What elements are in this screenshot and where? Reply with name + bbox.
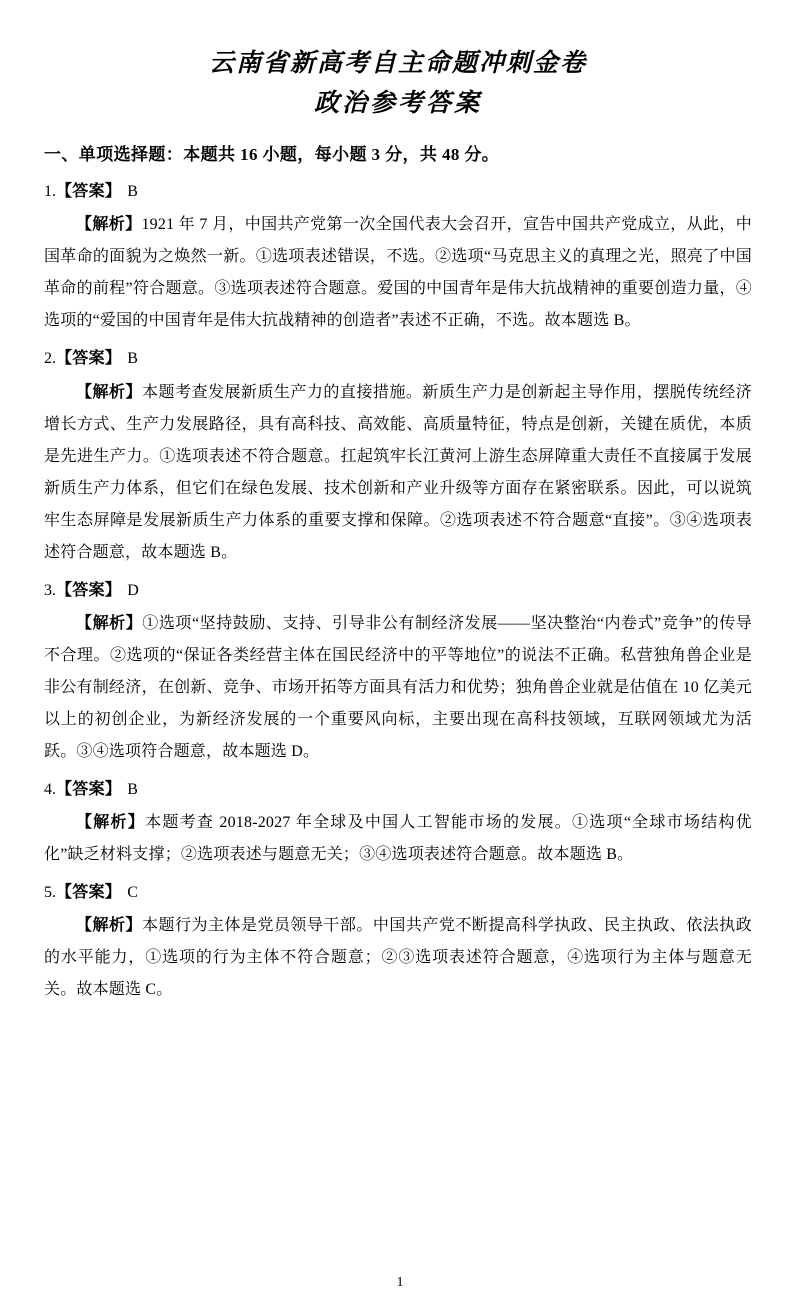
page-title: 云南省新高考自主命题冲刺金卷	[208, 48, 587, 77]
answer-line	[44, 774, 752, 805]
answer-label: 【答案】	[56, 581, 122, 599]
answer-line	[44, 575, 752, 606]
analysis-paragraph	[44, 377, 752, 569]
analysis-label: 【解析】	[76, 614, 143, 632]
answer-value: C	[127, 884, 139, 902]
analysis-paragraph	[44, 209, 752, 337]
answer-value: B	[127, 350, 139, 368]
analysis-label: 【解析】	[76, 917, 142, 935]
analysis-paragraph	[44, 807, 752, 871]
section-heading: 一、单项选择题：本题共 16 小题，每小题 3 分，共 48 分。	[44, 145, 500, 164]
question-number: 1.	[44, 183, 56, 201]
answer-label: 【答案】	[56, 183, 122, 201]
question-number: 3.	[44, 581, 56, 599]
analysis-text: 本题行为主体是党员领导干部。中国共产党不断提高科学执政、民主执政、依法执政的水平能力，①选项的行为主体不符合题意；②③选项表述符合题意，④选项行为主体与题意无关。故本题选 C。	[44, 917, 752, 999]
question-number: 4.	[44, 780, 56, 798]
analysis-text: 本题考查发展新质生产力的直接措施。新质生产力是创新起主导作用，摆脱传统经济增长方式、生产力发展路径，具有高科技、高效能、高质量特征，特点是创新，关键在质优，本质是先进生产力。①选项表述不符合题意。扛起筑牢长江黄河上游生态屏障重大责任不直接属于发展新质生产力体系，但它们在绿色发展、技术创新和产业升级等方面存在紧密联系。因此，可以说筑牢生态屏障是发展新质生产力体系的重要支撑和保障。②选项表述不符合题意“直接”。③④选项表述符合题意，故本题选 B。	[44, 383, 752, 561]
analysis-label: 【解析】	[76, 383, 142, 401]
answer-label: 【答案】	[56, 780, 122, 798]
analysis-label: 【解析】	[76, 814, 146, 832]
analysis-text: 1921 年 7 月，中国共产党第一次全国代表大会召开，宣告中国共产党成立，从此，中国革命的面貌为之焕然一新。①选项表述错误，不选。②选项“马克思主义的真理之光，照亮了中国革命的前程”符合题意。③选项表述符合题意。爱国的中国青年是伟大抗战精神的重要创造力量，④ 选项的“爱国的中国青年是伟大抗战精神的创造者”表述不正确，不选。故本题选 B。	[44, 216, 752, 330]
analysis-text: 本题考查 2018-2027 年全球及中国人工智能市场的发展。①选项“全球市场结构优化”缺乏材料支撑；②选项表述与题意无关；③④选项表述符合题意。故本题选 B。	[44, 814, 752, 864]
question-number: 5.	[44, 884, 56, 902]
analysis-text: ①选项“坚持鼓励、支持、引导非公有制经济发展——坚决整治“内卷式”竞争”的传导不合理。②选项的“保证各类经营主体在国民经济中的平等地位”的说法不正确。私营独角兽企业是非公有制经济，在创新、竞争、市场开拓等方面具有活力和优势；独角兽企业就是估值在 10 亿美元以上的初创企业，为新经济发展的一个重要风向标，主要出现在高科技领域，互联网领域尤为活跃。③④选项符合题意，故本题选 D。	[44, 614, 752, 760]
answer-value: B	[127, 780, 139, 798]
analysis-label: 【解析】	[76, 216, 142, 234]
answer-line	[44, 877, 752, 908]
answer-line	[44, 343, 752, 374]
answer-label: 【答案】	[56, 350, 122, 368]
answer-line	[44, 176, 752, 207]
page-number: 1	[396, 1275, 404, 1290]
answer-value: B	[127, 183, 139, 201]
page-subtitle: 政治参考答案	[313, 87, 482, 117]
answer-label: 【答案】	[56, 884, 122, 902]
analysis-paragraph	[44, 608, 752, 768]
analysis-paragraph	[44, 910, 752, 1006]
question-number: 2.	[44, 350, 56, 368]
answer-value: D	[127, 581, 140, 599]
